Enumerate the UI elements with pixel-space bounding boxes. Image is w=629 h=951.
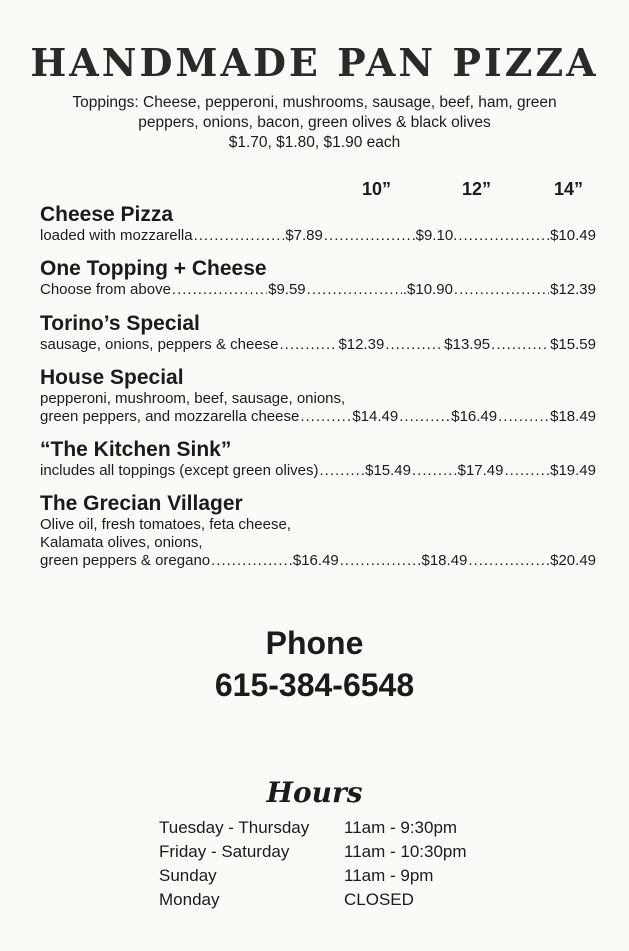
price-12: $17.49 bbox=[457, 462, 504, 479]
leader-dots bbox=[468, 552, 549, 570]
leader-dots bbox=[340, 552, 421, 570]
price-row bbox=[40, 408, 596, 426]
price-14: $15.59 bbox=[550, 336, 596, 353]
price-row bbox=[40, 336, 596, 354]
price-14: $20.49 bbox=[550, 552, 597, 569]
hours-day: Monday bbox=[159, 890, 220, 909]
price-14: $18.49 bbox=[550, 408, 597, 425]
item-description: Choose from above bbox=[40, 281, 171, 298]
price-row bbox=[40, 281, 596, 299]
item-description: Olive oil, fresh tomatoes, feta cheese, bbox=[40, 516, 291, 533]
leader-dots bbox=[211, 552, 292, 570]
price-12: $13.95 bbox=[444, 336, 491, 353]
toppings-prices: $1.70, $1.80, $1.90 each bbox=[228, 134, 401, 151]
price-12: .$10.90 bbox=[402, 281, 453, 298]
leader-dots bbox=[412, 462, 457, 480]
menu-item bbox=[40, 256, 596, 299]
item-description: includes all toppings (except green olives) bbox=[40, 462, 319, 479]
price-row bbox=[40, 462, 596, 480]
hours-row bbox=[159, 888, 467, 912]
menu-item bbox=[40, 311, 596, 354]
hours-row bbox=[159, 864, 467, 888]
menu-item bbox=[40, 491, 596, 570]
item-name: The Grecian Villager bbox=[40, 492, 243, 515]
hours-time: 11am - 9:30pm bbox=[344, 818, 458, 837]
leader-dots bbox=[399, 408, 450, 426]
toppings-info bbox=[40, 93, 589, 153]
size-header-10: 10” bbox=[362, 179, 392, 199]
phone-number: 615-384-6548 bbox=[214, 667, 415, 703]
item-description: loaded with mozzarella bbox=[40, 227, 193, 244]
leader-dots bbox=[505, 462, 550, 480]
menu-item bbox=[40, 437, 596, 480]
toppings-line: peppers, onions, bacon, green olives & black olives bbox=[138, 114, 491, 131]
price-10: $12.39 bbox=[338, 336, 385, 353]
price-10: $14.49 bbox=[352, 408, 399, 425]
item-name: Cheese Pizza bbox=[40, 203, 174, 226]
leader-dots bbox=[280, 336, 338, 354]
price-12: $9.10. bbox=[415, 227, 458, 244]
menu-title: HANDMADE PAN PIZZA bbox=[30, 40, 599, 85]
hours-day: Sunday bbox=[159, 866, 217, 885]
hours-row bbox=[159, 816, 467, 840]
price-10: $7.89 bbox=[285, 227, 323, 244]
price-row bbox=[40, 552, 596, 570]
hours-time: CLOSED bbox=[344, 890, 414, 909]
item-description: green peppers & oregano bbox=[40, 552, 211, 569]
item-description: Kalamata olives, onions, bbox=[40, 534, 203, 551]
item-description: sausage, onions, peppers & cheese bbox=[40, 336, 279, 353]
price-14: $19.49 bbox=[550, 462, 596, 479]
phone-label: Phone bbox=[265, 625, 364, 661]
hours-table bbox=[159, 816, 467, 912]
price-12: $16.49 bbox=[451, 408, 498, 425]
hours-time: 11am - 10:30pm bbox=[344, 842, 467, 861]
size-header-14: 14” bbox=[554, 179, 584, 199]
leader-dots bbox=[172, 281, 267, 299]
hours-time: 11am - 9pm bbox=[344, 866, 434, 885]
item-description: green peppers, and mozzarella cheese bbox=[40, 408, 300, 425]
leader-dots bbox=[458, 227, 549, 245]
toppings-line: Toppings: Cheese, pepperoni, mushrooms, sausage, beef, ham, green bbox=[72, 94, 557, 111]
leader-dots bbox=[324, 227, 415, 245]
price-10: $16.49 bbox=[292, 552, 339, 569]
leader-dots bbox=[300, 408, 351, 426]
item-name: Torino’s Special bbox=[40, 312, 200, 335]
size-header-12: 12” bbox=[462, 179, 492, 199]
price-10: $15.49 bbox=[365, 462, 411, 479]
item-name: “The Kitchen Sink” bbox=[40, 438, 232, 461]
item-name: House Special bbox=[40, 366, 184, 389]
menu-item bbox=[40, 202, 596, 245]
price-14: $12.39 bbox=[550, 281, 596, 298]
price-row bbox=[40, 227, 596, 245]
hours-day: Friday - Saturday bbox=[159, 842, 290, 861]
leader-dots bbox=[320, 462, 365, 480]
hours-title: Hours bbox=[266, 776, 363, 809]
price-12: $18.49 bbox=[421, 552, 468, 569]
item-description: pepperoni, mushroom, beef, sausage, onions, bbox=[40, 390, 346, 407]
price-14: $10.49 bbox=[550, 227, 596, 244]
item-name: One Topping + Cheese bbox=[40, 257, 267, 280]
leader-dots bbox=[307, 281, 402, 299]
leader-dots bbox=[491, 336, 549, 354]
leader-dots bbox=[385, 336, 443, 354]
hours-day: Tuesday - Thursday bbox=[159, 818, 310, 837]
leader-dots bbox=[498, 408, 549, 426]
menu-item bbox=[40, 365, 596, 426]
leader-dots bbox=[454, 281, 549, 299]
hours-row bbox=[159, 840, 467, 864]
price-10: $9.59 bbox=[268, 281, 306, 298]
leader-dots bbox=[194, 227, 285, 245]
